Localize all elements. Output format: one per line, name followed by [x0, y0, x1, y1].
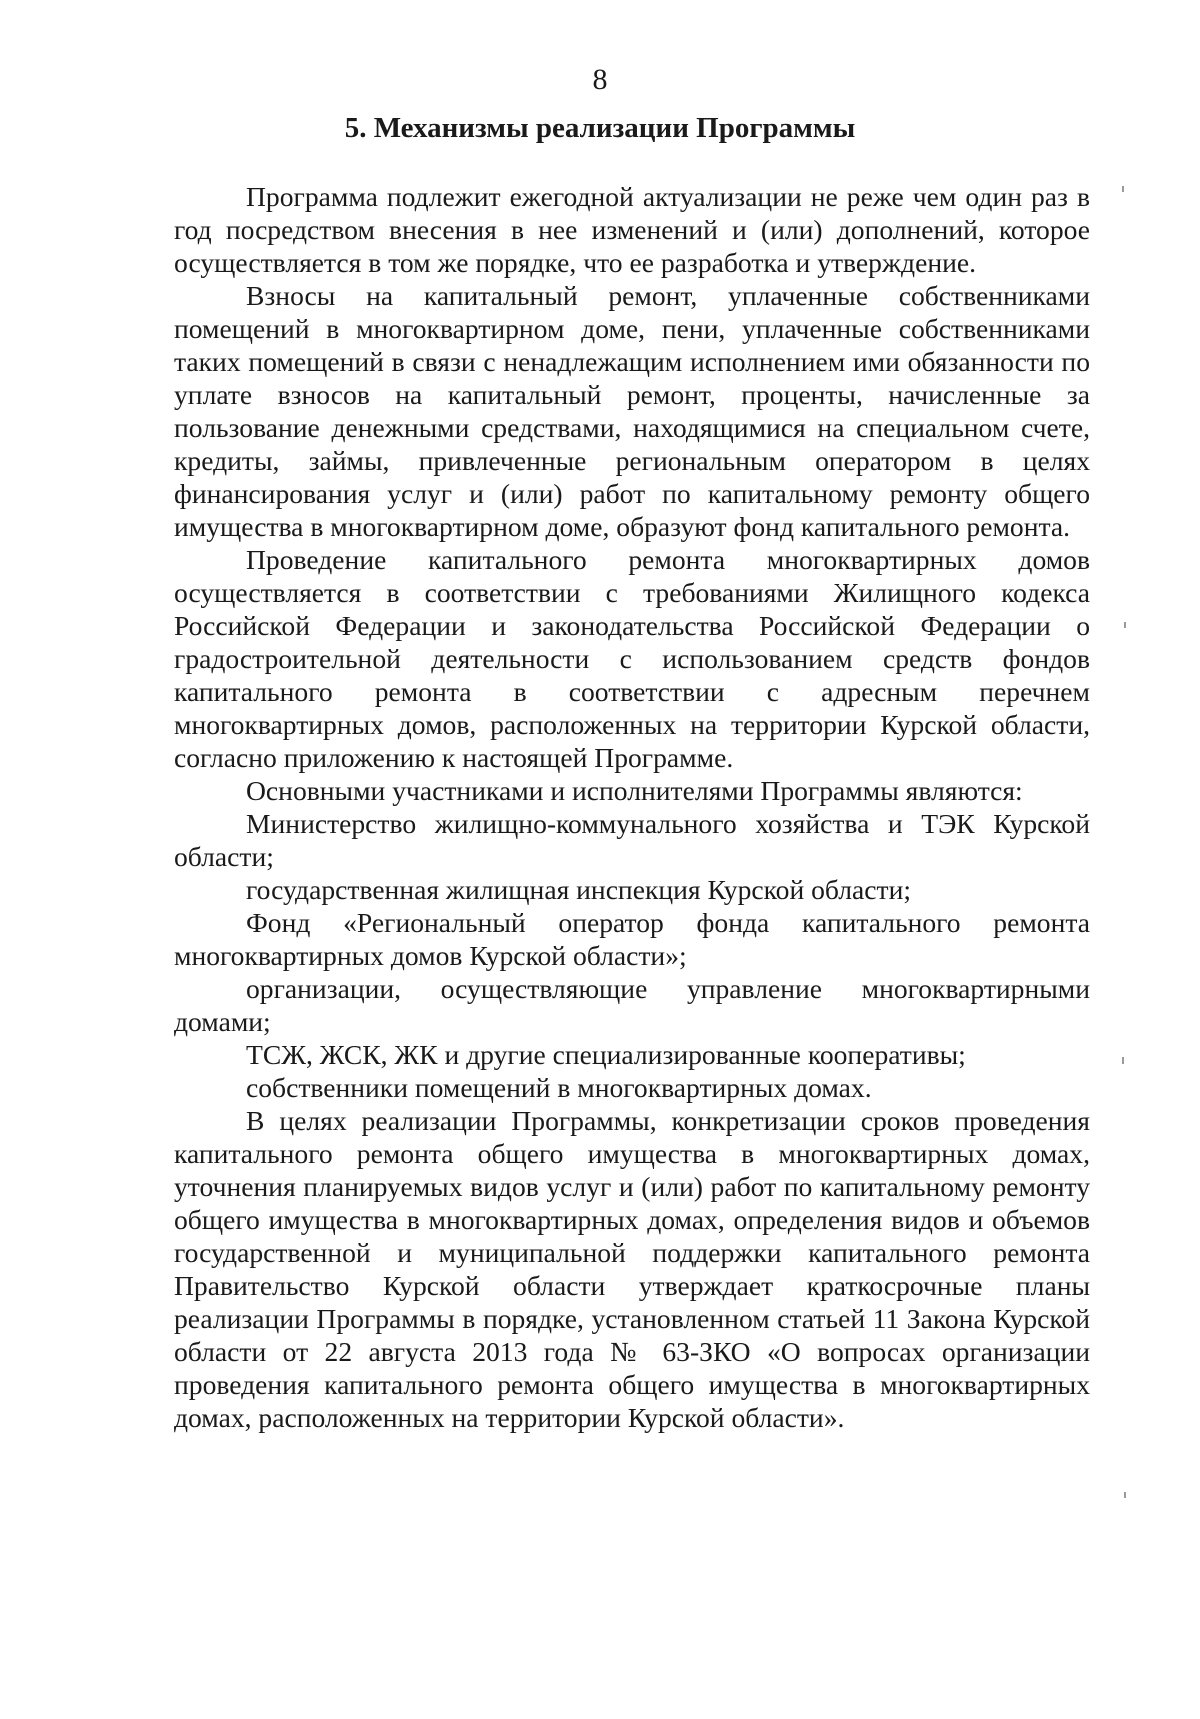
- scan-artifact-mark: [1124, 1492, 1126, 1498]
- list-item-owners: собственники помещений в многоквартирных домах.: [246, 1072, 872, 1103]
- page-number: 8: [592, 63, 608, 96]
- scan-artifact-mark: [1122, 186, 1124, 192]
- paragraph-program-update: Программа подлежит ежегодной актуализации не реже чем один раз в год посредством внесения в нее изменений и (или) дополнений, которое осуществляется в том же порядке, что ее разработка и утверждение.: [174, 181, 1090, 278]
- list-item-cooperatives: ТСЖ, ЖСК, ЖК и другие специализированные кооперативы;: [246, 1039, 966, 1070]
- paragraph-repair-execution: Проведение капитального ремонта многоквартирных домов осуществляется в соответствии с требованиями Жилищного кодекса Российской Федерации и законодательства Российской Федерации о градостроительной деятельности с использованием средств фондов капитального ремонта в соответствии с адресным перечнем многоквартирных домов, расположенных на территории Курской области, согласно приложению к настоящей Программе.: [174, 544, 1090, 773]
- paragraph-participants-intro: Основными участниками и исполнителями Программы являются:: [246, 775, 1023, 806]
- list-item-management-organizations: организации, осуществляющие управление многоквартирными домами;: [174, 973, 1090, 1037]
- section-title: 5. Механизмы реализации Программы: [344, 112, 856, 144]
- paragraph-short-term-plans: В целях реализации Программы, конкретизации сроков проведения капитального ремонта общего имущества в многоквартирных домах, уточнения планируемых видов услуг и (или) работ по капитальному ремонту общего имущества в многоквартирных домах, определения видов и объемов государственной и муниципальной поддержки капитального ремонта Правительство Курской области утверждает краткосрочные планы реализации Программы в порядке, установленном статьей 11 Закона Курской области от 22 августа 2013 года № 63-ЗКО «О вопросах организации проведения капитального ремонта общего имущества в многоквартирных домах, расположенных на территории Курской области».: [174, 1105, 1090, 1433]
- paragraph-repair-fund: Взносы на капитальный ремонт, уплаченные собственниками помещений в многоквартирном доме, пени, уплаченные собственниками таких помещений в связи с ненадлежащим исполнением ими обязанности по уплате взносов на капитальный ремонт, проценты, начисленные за пользование денежными средствами, находящимися на специальном счете, кредиты, займы, привлеченные региональным оператором в целях финансирования услуг и (или) работ по капитальному ремонту общего имущества в многоквартирном доме, образуют фонд капитального ремонта.: [174, 280, 1090, 542]
- list-item-ministry: Министерство жилищно-коммунального хозяйства и ТЭК Курской области;: [174, 808, 1090, 872]
- scan-artifact-mark: [1122, 1057, 1124, 1064]
- list-item-regional-operator: Фонд «Региональный оператор фонда капитального ремонта многоквартирных домов Курской области»;: [174, 907, 1090, 971]
- scan-artifact-mark: [1124, 622, 1126, 628]
- document-body: [174, 180, 1090, 1434]
- list-item-housing-inspection: государственная жилищная инспекция Курской области;: [246, 874, 912, 905]
